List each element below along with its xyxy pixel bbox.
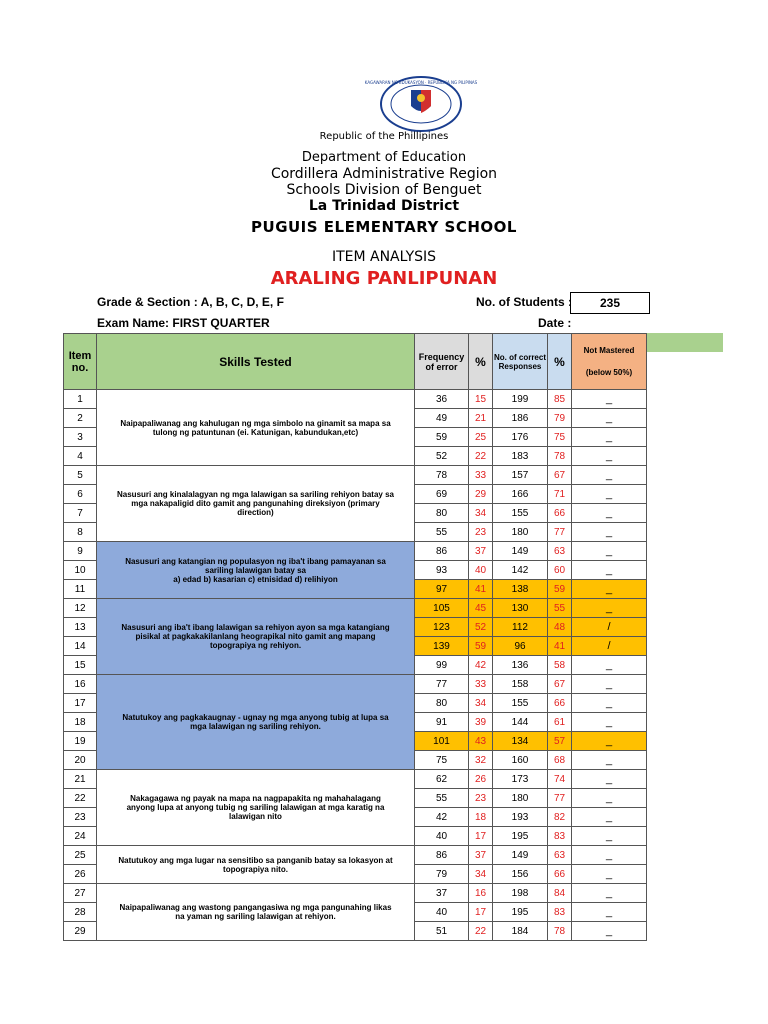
correct-percent: 48 — [548, 618, 572, 637]
item-number: 22 — [64, 789, 97, 808]
correct-percent: 83 — [548, 827, 572, 846]
item-number: 8 — [64, 523, 97, 542]
mastery-mark: _ — [572, 561, 647, 580]
mastery-mark: _ — [572, 694, 647, 713]
mastery-mark: _ — [572, 808, 647, 827]
item-number: 26 — [64, 865, 97, 884]
mastery-mark: _ — [572, 428, 647, 447]
mastery-mark: _ — [572, 447, 647, 466]
error-percent: 17 — [469, 903, 493, 922]
item-number: 2 — [64, 409, 97, 428]
correct-percent: 61 — [548, 713, 572, 732]
mastery-mark: _ — [572, 485, 647, 504]
error-percent: 29 — [469, 485, 493, 504]
table-row — [64, 599, 647, 618]
correct-value: 149 — [493, 846, 548, 865]
mastery-mark: _ — [572, 523, 647, 542]
correct-value: 142 — [493, 561, 548, 580]
item-number: 24 — [64, 827, 97, 846]
frequency-value: 75 — [415, 751, 469, 770]
exam-name: Exam Name: FIRST QUARTER — [97, 316, 270, 330]
frequency-value: 86 — [415, 846, 469, 865]
correct-percent: 79 — [548, 409, 572, 428]
correct-percent: 83 — [548, 903, 572, 922]
skill-description: Nasusuri ang iba't ibang lalawigan sa rehiyon ayon sa mga katangiang pisikal at pagkakakilanlang heograpikal nito gamit ang mapang topograpiya ng rehiyon. — [97, 599, 415, 675]
skill-description: Nasusuri ang katangian ng populasyon ng iba't ibang pamayanan sa sariling lalawigan batay sa a) edad b) kasarian c) etnisidad d) relihiyon — [97, 542, 415, 599]
correct-percent: 77 — [548, 789, 572, 808]
frequency-value: 62 — [415, 770, 469, 789]
error-percent: 59 — [469, 637, 493, 656]
correct-percent: 68 — [548, 751, 572, 770]
error-percent: 22 — [469, 447, 493, 466]
error-percent: 23 — [469, 523, 493, 542]
school-name: PUGUIS ELEMENTARY SCHOOL — [251, 218, 517, 236]
mastery-mark: _ — [572, 675, 647, 694]
correct-value: 155 — [493, 504, 548, 523]
item-number: 15 — [64, 656, 97, 675]
frequency-value: 69 — [415, 485, 469, 504]
frequency-value: 91 — [415, 713, 469, 732]
frequency-value: 101 — [415, 732, 469, 751]
correct-value: 186 — [493, 409, 548, 428]
students-label: No. of Students : — [476, 295, 572, 309]
mastery-mark: _ — [572, 732, 647, 751]
skill-description: Natutukoy ang pagkakaugnay - ugnay ng mga anyong tubig at lupa sa mga lalawigan ng sariling rehiyon. — [97, 675, 415, 770]
item-number: 16 — [64, 675, 97, 694]
mastery-mark: _ — [572, 751, 647, 770]
correct-percent: 82 — [548, 808, 572, 827]
correct-value: 184 — [493, 922, 548, 941]
item-analysis-table — [63, 333, 647, 941]
error-percent: 25 — [469, 428, 493, 447]
correct-value: 112 — [493, 618, 548, 637]
correct-value: 195 — [493, 903, 548, 922]
correct-value: 138 — [493, 580, 548, 599]
document-type: ITEM ANALYSIS — [331, 249, 437, 265]
frequency-value: 80 — [415, 694, 469, 713]
students-count: 235 — [570, 292, 650, 314]
mastery-mark: _ — [572, 542, 647, 561]
frequency-value: 49 — [415, 409, 469, 428]
error-percent: 34 — [469, 694, 493, 713]
error-percent: 17 — [469, 827, 493, 846]
item-number: 4 — [64, 447, 97, 466]
table-row — [64, 846, 647, 865]
error-percent: 33 — [469, 466, 493, 485]
mastery-mark: _ — [572, 656, 647, 675]
col-percent-error: % — [469, 334, 493, 390]
correct-percent: 66 — [548, 865, 572, 884]
frequency-value: 40 — [415, 827, 469, 846]
mastery-mark: _ — [572, 713, 647, 732]
correct-percent: 57 — [548, 732, 572, 751]
correct-value: 155 — [493, 694, 548, 713]
error-percent: 21 — [469, 409, 493, 428]
error-percent: 40 — [469, 561, 493, 580]
division-line: Schools Division of Benguet — [286, 182, 482, 198]
table-row — [64, 770, 647, 789]
correct-percent: 63 — [548, 542, 572, 561]
correct-value: 193 — [493, 808, 548, 827]
correct-value: 180 — [493, 789, 548, 808]
correct-percent: 74 — [548, 770, 572, 789]
mastery-mark: _ — [572, 770, 647, 789]
republic-line: Republic of the Phillipines — [319, 131, 449, 142]
correct-value: 144 — [493, 713, 548, 732]
table-row — [64, 675, 647, 694]
item-number: 21 — [64, 770, 97, 789]
deped-seal — [364, 76, 478, 132]
item-number: 25 — [64, 846, 97, 865]
mastery-mark: _ — [572, 865, 647, 884]
col-item-no: Item no. — [64, 334, 97, 390]
correct-percent: 59 — [548, 580, 572, 599]
item-number: 28 — [64, 903, 97, 922]
error-percent: 22 — [469, 922, 493, 941]
frequency-value: 78 — [415, 466, 469, 485]
seal-text: KAGAWARAN NG EDUKASYON · REPUBLIKA NG PILIPINAS — [364, 80, 478, 85]
skill-description: Nakagagawa ng payak na mapa na nagpapakita ng mahahalagang anyong lupa at anyong tubig ng sariling lalawigan at mga karatig na lalawigan nito — [97, 770, 415, 846]
item-number: 9 — [64, 542, 97, 561]
table-row — [64, 542, 647, 561]
correct-value: 173 — [493, 770, 548, 789]
item-number: 3 — [64, 428, 97, 447]
frequency-value: 55 — [415, 523, 469, 542]
correct-percent: 55 — [548, 599, 572, 618]
error-percent: 52 — [469, 618, 493, 637]
correct-percent: 67 — [548, 675, 572, 694]
item-number: 20 — [64, 751, 97, 770]
frequency-value: 93 — [415, 561, 469, 580]
item-number: 11 — [64, 580, 97, 599]
correct-value: 157 — [493, 466, 548, 485]
correct-value: 180 — [493, 523, 548, 542]
correct-value: 195 — [493, 827, 548, 846]
item-number: 7 — [64, 504, 97, 523]
error-percent: 42 — [469, 656, 493, 675]
frequency-value: 51 — [415, 922, 469, 941]
correct-percent: 77 — [548, 523, 572, 542]
col-correct: No. of correct Responses — [493, 334, 548, 390]
item-number: 10 — [64, 561, 97, 580]
mastery-mark: _ — [572, 922, 647, 941]
error-percent: 37 — [469, 846, 493, 865]
frequency-value: 59 — [415, 428, 469, 447]
error-percent: 26 — [469, 770, 493, 789]
col-skills: Skills Tested — [97, 334, 415, 390]
error-percent: 39 — [469, 713, 493, 732]
mastery-mark: _ — [572, 504, 647, 523]
item-number: 1 — [64, 390, 97, 409]
correct-value: 149 — [493, 542, 548, 561]
mastery-mark: _ — [572, 789, 647, 808]
correct-value: 160 — [493, 751, 548, 770]
below-label: (below 50%) — [585, 367, 633, 377]
item-number: 27 — [64, 884, 97, 903]
frequency-value: 80 — [415, 504, 469, 523]
correct-value: 176 — [493, 428, 548, 447]
error-percent: 34 — [469, 504, 493, 523]
table-row — [64, 390, 647, 409]
frequency-value: 139 — [415, 637, 469, 656]
department-line: Department of Education — [301, 150, 467, 165]
mastery-mark: _ — [572, 599, 647, 618]
item-number: 13 — [64, 618, 97, 637]
error-percent: 37 — [469, 542, 493, 561]
frequency-value: 105 — [415, 599, 469, 618]
skill-description: Nasusuri ang kinalalagyan ng mga lalawigan sa sariling rehiyon batay sa mga nakapaligid dito gamit ang pangunahing direksiyon (primary direction) — [97, 466, 415, 542]
error-percent: 33 — [469, 675, 493, 694]
item-number: 17 — [64, 694, 97, 713]
table-row — [64, 884, 647, 903]
mastery-mark: _ — [572, 390, 647, 409]
skill-description: Naipapaliwanag ang kahulugan ng mga simbolo na ginamit sa mapa sa tulong ng patuntunan (ei. Katunigan, kabundukan,etc) — [97, 390, 415, 466]
item-number: 6 — [64, 485, 97, 504]
mastery-mark: _ — [572, 827, 647, 846]
correct-value: 136 — [493, 656, 548, 675]
correct-percent: 66 — [548, 694, 572, 713]
correct-percent: 58 — [548, 656, 572, 675]
frequency-value: 55 — [415, 789, 469, 808]
subject-title: ARALING PANLIPUNAN — [270, 268, 498, 289]
correct-percent: 63 — [548, 846, 572, 865]
correct-value: 198 — [493, 884, 548, 903]
correct-value: 199 — [493, 390, 548, 409]
correct-percent: 75 — [548, 428, 572, 447]
skill-description: Naipapaliwanag ang wastong pangangasiwa ng mga pangunahing likas na yaman ng sariling lalawigan at rehiyon. — [97, 884, 415, 941]
correct-value: 96 — [493, 637, 548, 656]
frequency-value: 77 — [415, 675, 469, 694]
grade-section: Grade & Section : A, B, C, D, E, F — [97, 295, 284, 309]
error-percent: 15 — [469, 390, 493, 409]
col-percent-correct: % — [548, 334, 572, 390]
mastery-mark: _ — [572, 409, 647, 428]
item-number: 19 — [64, 732, 97, 751]
mastery-mark: / — [572, 637, 647, 656]
mastery-mark: _ — [572, 466, 647, 485]
frequency-value: 42 — [415, 808, 469, 827]
item-number: 29 — [64, 922, 97, 941]
correct-value: 166 — [493, 485, 548, 504]
error-percent: 32 — [469, 751, 493, 770]
not-mastered-label: Not Mastered — [583, 345, 635, 355]
error-percent: 41 — [469, 580, 493, 599]
date-label: Date : — [538, 316, 572, 330]
col-not-mastered — [572, 334, 647, 390]
frequency-value: 36 — [415, 390, 469, 409]
correct-value: 156 — [493, 865, 548, 884]
frequency-value: 97 — [415, 580, 469, 599]
frequency-value: 79 — [415, 865, 469, 884]
correct-percent: 67 — [548, 466, 572, 485]
error-percent: 23 — [469, 789, 493, 808]
mastery-mark: _ — [572, 884, 647, 903]
item-number: 18 — [64, 713, 97, 732]
mastery-mark: _ — [572, 580, 647, 599]
correct-percent: 78 — [548, 922, 572, 941]
correct-value: 130 — [493, 599, 548, 618]
item-number: 14 — [64, 637, 97, 656]
error-percent: 34 — [469, 865, 493, 884]
region-line: Cordillera Administrative Region — [270, 166, 498, 182]
frequency-value: 123 — [415, 618, 469, 637]
table-row — [64, 466, 647, 485]
correct-percent: 78 — [548, 447, 572, 466]
district-line: La Trinidad District — [308, 198, 460, 214]
col-frequency: Frequency of error — [415, 334, 469, 390]
frequency-value: 40 — [415, 903, 469, 922]
error-percent: 43 — [469, 732, 493, 751]
frequency-value: 52 — [415, 447, 469, 466]
correct-percent: 71 — [548, 485, 572, 504]
item-number: 5 — [64, 466, 97, 485]
error-percent: 45 — [469, 599, 493, 618]
correct-value: 183 — [493, 447, 548, 466]
mastery-mark: _ — [572, 903, 647, 922]
item-number: 12 — [64, 599, 97, 618]
frequency-value: 37 — [415, 884, 469, 903]
correct-percent: 60 — [548, 561, 572, 580]
error-percent: 16 — [469, 884, 493, 903]
mastery-mark: _ — [572, 846, 647, 865]
correct-value: 134 — [493, 732, 548, 751]
correct-percent: 41 — [548, 637, 572, 656]
correct-value: 158 — [493, 675, 548, 694]
item-number: 23 — [64, 808, 97, 827]
correct-percent: 66 — [548, 504, 572, 523]
correct-percent: 84 — [548, 884, 572, 903]
frequency-value: 99 — [415, 656, 469, 675]
header-row — [64, 334, 647, 390]
correct-percent: 85 — [548, 390, 572, 409]
skill-description: Natutukoy ang mga lugar na sensitibo sa panganib batay sa lokasyon at topograpiya nito. — [97, 846, 415, 884]
error-percent: 18 — [469, 808, 493, 827]
mastery-mark: / — [572, 618, 647, 637]
frequency-value: 86 — [415, 542, 469, 561]
